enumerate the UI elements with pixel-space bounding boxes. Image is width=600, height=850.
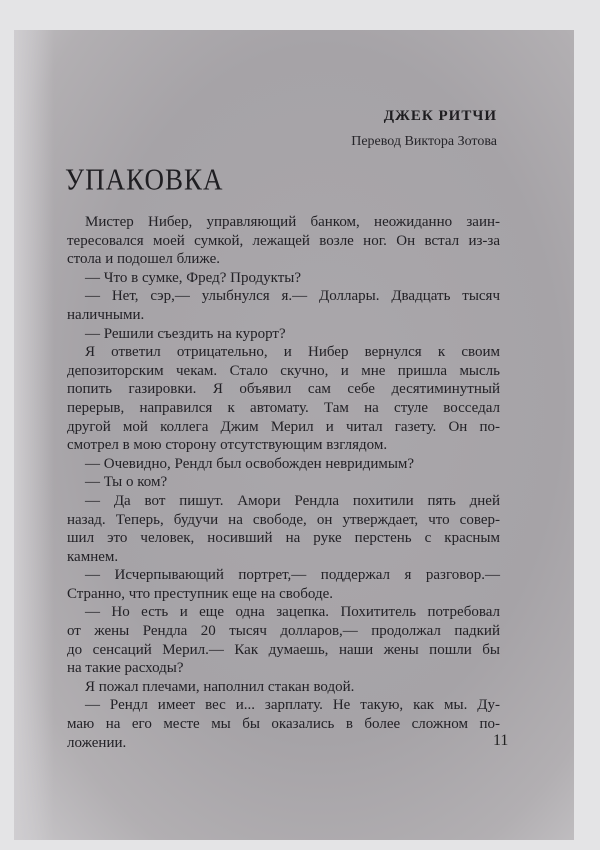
text-line: до сенсаций Мерил.— Как думаешь, наши жены пошли бы [67, 641, 500, 658]
author-name: ДЖЕК РИТЧИ [383, 108, 497, 124]
text-line: — Ты о ком? [85, 474, 168, 491]
text-line: перерыв, направился к автомату. Там на стуле восседал [67, 399, 500, 416]
text-line: Странно, что преступник еще на свободе. [67, 585, 334, 602]
story-body [67, 213, 500, 752]
text-line: маю на его месте мы бы оказались в более сложном по- [67, 716, 500, 733]
text-line: — Рендл имеет вес и... зарплату. Не такую, как мы. Ду- [85, 697, 500, 714]
text-line: наличными. [67, 306, 145, 323]
text-line: Я пожал плечами, наполнил стакан водой. [85, 678, 355, 695]
text-line: стола и подошел ближе. [67, 251, 221, 268]
text-line: от жены Рендла 20 тысяч долларов,— продолжал падкий [67, 623, 500, 640]
text-line: назад. Теперь, будучи на свободе, он утверждает, что совер- [67, 511, 500, 528]
text-line: шил это человек, носивший на руке перстень с красным [67, 530, 500, 547]
page-number: 11 [493, 732, 509, 749]
text-line: Мистер Нибер, управляющий банком, неожиданно заин- [85, 214, 500, 230]
text-line: Я ответил отрицательно, и Нибер вернулся к своим [85, 344, 500, 361]
text-line: — Что в сумке, Фред? Продукты? [85, 269, 302, 286]
text-line: — Исчерпывающий портрет,— поддержал я разговор.— [85, 567, 500, 584]
text-line: на такие расходы? [67, 660, 184, 677]
text-line: попить газировки. Я объявил сам себе десятиминутный [67, 381, 500, 398]
text-line: — Но есть и еще одна зацепка. Похититель потребовал [85, 604, 500, 621]
text-line: — Решили съездить на курорт? [85, 325, 286, 342]
text-line: — Да вот пишут. Амори Рендла похитили пять дней [85, 492, 500, 509]
text-line: другой мой коллега Джим Мерил и читал газету. Он по- [67, 418, 500, 435]
text-line: тересовался моей сумкой, лежащей возле ног. Он встал из-за [67, 232, 500, 249]
text-line: смотрел в мою сторону отсутствующим взглядом. [67, 437, 388, 454]
story-title: УПАКОВКА [65, 162, 224, 197]
text-line: камнем. [67, 548, 119, 565]
text-line: депозиторским чекам. Стало скучно, и мне пришла мысль [67, 362, 500, 379]
text-line: — Нет, сэр,— улыбнулся я.— Доллары. Двадцать тысяч [85, 288, 500, 305]
text-line: — Очевидно, Рендл был освобожден невридимым? [85, 455, 415, 472]
text-line: ложении. [67, 734, 127, 751]
translator-credit: Перевод Виктора Зотова [351, 134, 497, 149]
